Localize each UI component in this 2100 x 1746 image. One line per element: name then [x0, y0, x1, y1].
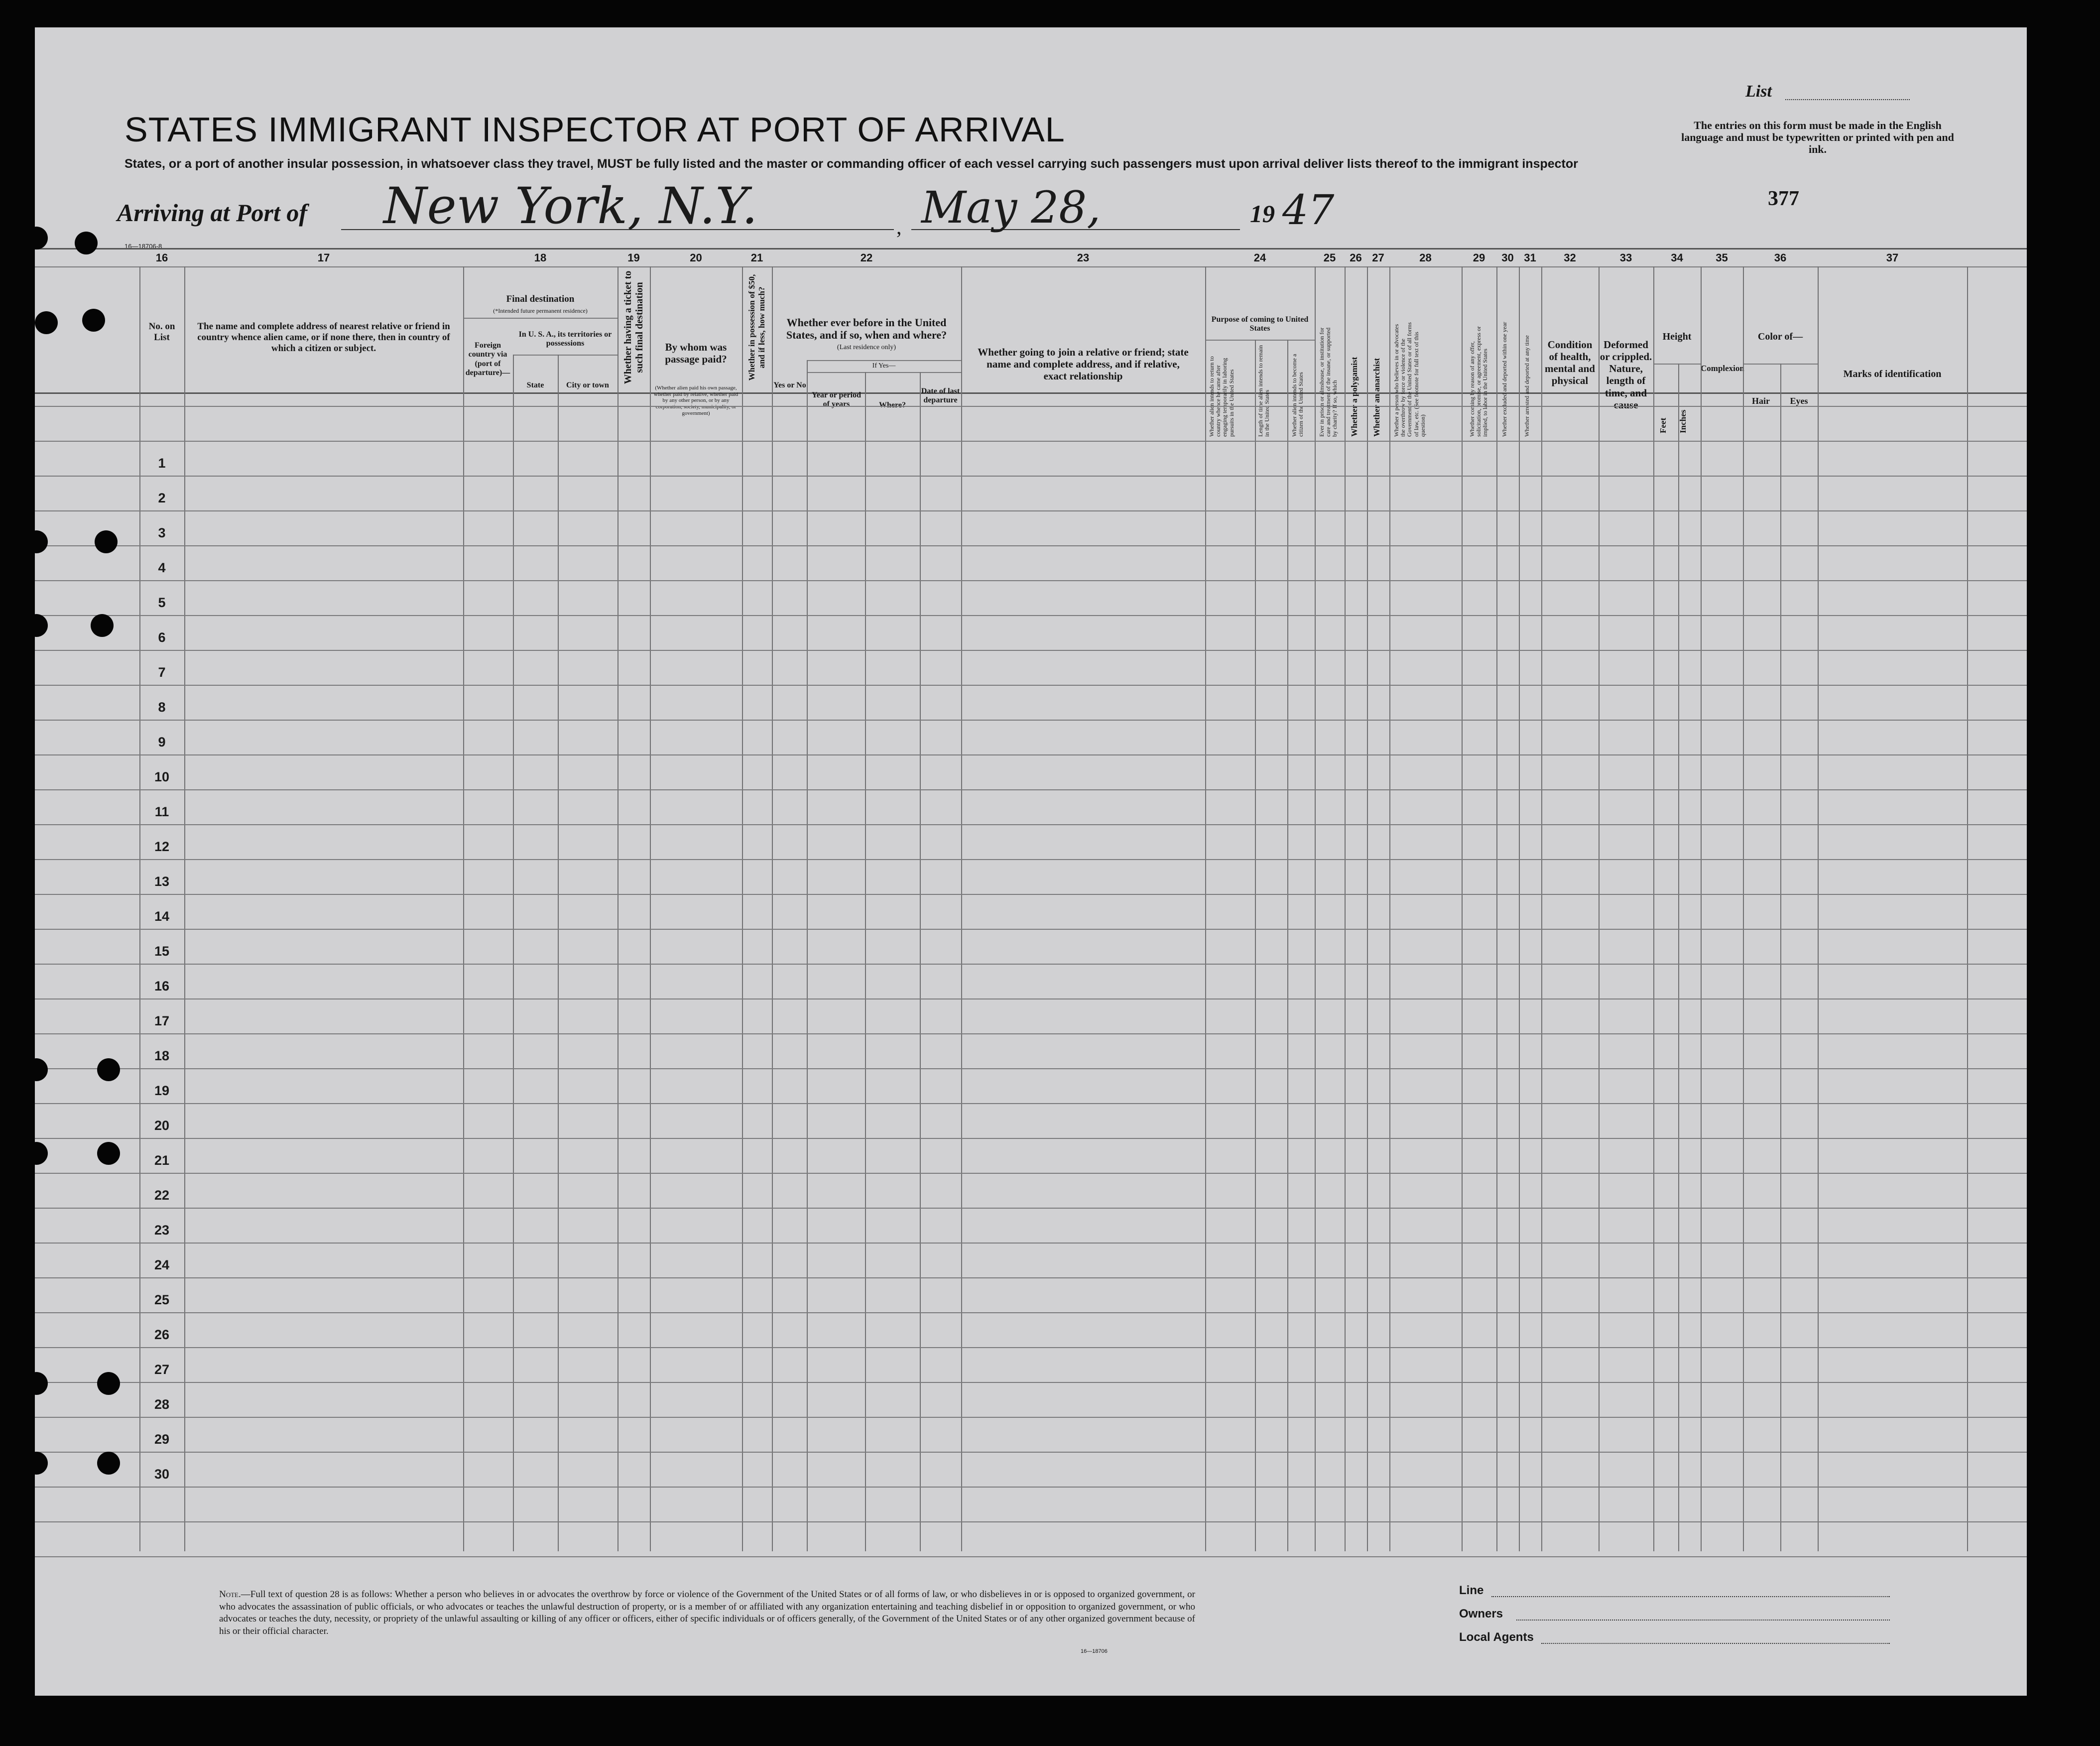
col22-where: Where?	[879, 401, 906, 409]
col34-inches: Inches	[1678, 409, 1688, 433]
punch-hole	[75, 232, 98, 254]
col27-header: Whether an anarchist	[1372, 358, 1381, 437]
col-num-37: 37	[1886, 251, 1899, 264]
col16-header: No. on List	[148, 321, 175, 343]
row-rule	[35, 998, 2027, 999]
footnote-text: —Full text of question 28 is as follows: Whether a person who believes in or advocates the overthrow by force or violence of the Government of the United States or of all forms of law, or who disbelieves in or is opposed to organized government, or who advocates the assassination of public officials, or who advocates or teaches the unlawful destruction of property, or is a member of or affiliated with any organization entertaining and teaching disbelief in or opposition to organized government, or who advocates or teaches the duty, necessity, or propriety of the unlawful assaulting or killing of any officer or officers, either of specific individuals or of officers generally, of the Government of the United States or of any other organized government because of his or their official character.	[219, 1589, 1195, 1637]
footer-print-code: 16—18706	[1081, 1648, 1108, 1654]
row-rule	[35, 929, 2027, 930]
col22-date: Date of last departure	[921, 387, 960, 405]
col-num-26: 26	[1350, 251, 1362, 264]
col20-note: (Whether alien paid his own passage, whether paid by relative, whether paid by any other person, or by any corporation, society, municipality, or government)	[653, 385, 739, 416]
col36-title: Color of—	[1757, 331, 1803, 342]
row-rule	[35, 1556, 2027, 1557]
punch-hole	[35, 1142, 48, 1165]
col-num-30: 30	[1501, 251, 1514, 264]
col-num-27: 27	[1372, 251, 1384, 264]
row-number: 18	[154, 1048, 170, 1063]
punch-hole	[35, 227, 48, 249]
footnote	[219, 1589, 1195, 1638]
col34-feet: Feet	[1658, 417, 1668, 433]
col22-ifyes: If Yes—	[872, 362, 896, 370]
year-handwritten: 47	[1282, 187, 1335, 234]
punch-hole	[97, 1372, 120, 1395]
row-rule	[35, 1033, 2027, 1034]
row-number: 2	[158, 491, 166, 505]
col22-title: Whether ever before in the United States, and if so, when and where?	[786, 316, 947, 342]
row-rule	[35, 650, 2027, 651]
row-rule	[35, 894, 2027, 895]
col26-header: Whether a polygamist	[1350, 357, 1359, 437]
row-number: 12	[154, 839, 170, 854]
row-number: 29	[154, 1432, 170, 1447]
row-rule	[35, 720, 2027, 721]
col-num-32: 32	[1564, 251, 1576, 264]
row-number: 5	[158, 595, 166, 610]
row-number: 26	[154, 1327, 170, 1342]
punch-hole	[35, 311, 58, 334]
row-number: 16	[154, 979, 170, 994]
row-number: 24	[154, 1257, 170, 1272]
list-number: 377	[1768, 187, 1799, 210]
row-number: 11	[154, 804, 169, 819]
row-rule	[35, 1243, 2027, 1244]
row-number: 4	[158, 560, 166, 575]
row-rule	[35, 1103, 2027, 1104]
date-handwritten: May 28,	[921, 182, 1101, 233]
col31-header: Whether arrested and deported at any time	[1523, 335, 1530, 437]
row-rule	[35, 441, 2027, 442]
punch-hole	[35, 530, 48, 553]
col36-eyes: Eyes	[1790, 396, 1808, 406]
punch-hole	[97, 1452, 120, 1475]
col20-title: By whom was passage paid?	[665, 341, 727, 366]
form-title: STATES IMMIGRANT INSPECTOR AT PORT OF ARRIVAL	[124, 110, 1065, 149]
row-rule	[35, 1452, 2027, 1453]
row-number: 21	[154, 1153, 170, 1168]
col28-header: Whether a person who believes in or advocates the overthrow by force or violence of the Government of the United States or of all forms of law, etc. (See footnote for full text of this question)	[1393, 322, 1426, 437]
form-code: 16—18706-8	[124, 243, 162, 250]
row-number: 17	[154, 1013, 170, 1028]
form-subtitle: States, or a port of another insular possession, in whatsoever class they travel, MUST be fully listed and the master or commanding officer of each vessel carrying such passengers must upon arrival deliver lists thereof to the immigrant inspector	[124, 157, 1578, 171]
row-rule	[35, 1347, 2027, 1348]
row-number: 1	[158, 456, 166, 471]
col-num-29: 29	[1473, 251, 1485, 264]
col30-header: Whether excluded and deported within one year	[1501, 322, 1508, 437]
col18-usa: In U. S. A., its territories or possessions	[518, 330, 612, 348]
col35-header: Complexion	[1701, 364, 1744, 373]
year-printed: 19	[1250, 200, 1275, 228]
row-number: 3	[158, 525, 166, 540]
row-rule	[35, 859, 2027, 860]
punch-hole	[95, 530, 118, 553]
col34-title: Height	[1662, 331, 1692, 342]
col22-years: Year or period of years	[812, 391, 861, 409]
col-num-33: 33	[1619, 251, 1632, 264]
col24-a: Whether alien intends to return to country whence he came after engaging temporarily in laboring pursuits in the United States	[1208, 356, 1235, 437]
col25-header: Ever in prison or almshouse, or institution for care and treatment of the insane, or supported by charity? If so, which	[1318, 327, 1339, 437]
row-rule	[35, 1138, 2027, 1139]
row-rule	[35, 580, 2027, 581]
col22-note: (Last residence only)	[837, 344, 896, 351]
row-number: 22	[154, 1188, 170, 1203]
col23-header: Whether going to join a relative or friend; state name and complete address, and if relative, exact relationship	[978, 346, 1189, 382]
col18-city: City or town	[566, 381, 609, 389]
col-num-31: 31	[1524, 251, 1536, 264]
punch-hole	[97, 1142, 120, 1165]
port-handwritten: New York, N.Y.	[383, 177, 758, 235]
row-number: 30	[154, 1467, 170, 1482]
punch-hole	[35, 614, 48, 637]
punch-hole	[35, 1452, 48, 1475]
row-number: 20	[154, 1118, 170, 1133]
row-number: 23	[154, 1223, 170, 1238]
col18-title: Final destination	[506, 294, 575, 304]
row-number: 28	[154, 1397, 170, 1412]
row-rule	[35, 1068, 2027, 1069]
col24-c: Whether alien intends to become a citizen of the United States	[1291, 354, 1305, 437]
col29-header: Whether coming by reason of any offer, solicitation, promise, or agreement, express or implied, to labor in the United States	[1469, 326, 1489, 437]
col-num-25: 25	[1323, 251, 1336, 264]
row-number: 25	[154, 1292, 170, 1307]
local-agents-label: Local Agents	[1459, 1630, 1534, 1644]
footnote-label: Note.	[219, 1589, 241, 1600]
row-number: 6	[158, 630, 166, 645]
list-label: List	[1745, 82, 1772, 101]
manifest-sheet: List STATES IMMIGRANT INSPECTOR AT PORT OF ARRIVAL The entries on this form must be made in the English language and must be typewritten or printed with pen and ink. States, or a port of another insular possession, in whatsoever class they travel, MUST be fully listed and the master or commanding officer of each vessel carrying such passengers must upon arrival deliver lists thereof to the immigrant inspector 377 Arriving at Port of New York, N.Y. , May 28, 19 47 16—18706-8 16 17 18 19 20 21 22 23 24 25 26 27 28 29 30 31 32 33 34 35 36 37 No. on List The name and complete address of nearest relative or friend in country whence alien came, or if none there, then in country of which a citizen or subject. Final destination (*Intended future permanent residence) Foreign country via (port of departure)— In U. S. A., its territories or possessions State City or town Whether having a ticket to such final destination By whom was passage paid? (Whether alien paid his own passage, whether paid by relative, whether paid by any other person, or by any corporation, society, municipality, or government) Whether in possession of $50, and if less, how much? Whether ever before in the United States, and if so, when and where? (Last residence only) Yes or No If Yes— Year or period of years Where? Date of last departure Whether going to join a relative or friend; state name and complete address, and if relative, exact relationship Purpose of coming to United States Whether alien intends to return to country whence he came after engaging temporarily in laboring pursuits in the United States Length of time alien intends to remain in the United States Whether alien intends to become a citizen of the United States Ever in prison or almshouse, or institution for care and treatment of the insane, or supported by charity? If so, which Whether a polygamist Whether an anarchist Whether a person who believes in or advocates the overthrow by force or violence of the Government of the United States or of all forms of law, etc. (See footnote for full text of this question) Whether coming by reason of any offer, solicitation, promise, or agreement, express or implied, to labor in the United States Whether excluded and deported within one year Whether arrested and deported at any time Condition of health, mental and physical Deformed or crippled. Nature, length of time, and cause Height Feet Inches Complexion Color of— Hair Eyes Marks of identification 1 2 3 4 5 6 7 8 9 10 11 12 13 14 15 16 17 18 19 20 21 22 23 24 25 26 27 28 29 30 Note.—Full text of question 28 is as follows: Whether a person who believes in or advocates the overthrow by force or violence of the Government of the United States or of all forms of law, or who disbelieves in or is opposed to organized government, or who advocates the assassination of public officials, or who advocates or teaches the unlawful destruction of property, or is a member of or affiliated with any organization entertaining and teaching disbelief in or opposition to organized government, or who advocates or teaches the duty, necessity, or propriety of the unlawful assaulting or killing of any officer or officers, either of specific individuals or of officers generally, of the Government of the United States or of any other organized government because of his or their official character. 16—18706 Line Owners Local Agents	[35, 27, 2027, 1696]
row-rule	[35, 824, 2027, 825]
row-number: 15	[154, 944, 170, 959]
col18-state: State	[526, 381, 544, 389]
row-rule	[35, 1521, 2027, 1522]
col-num-24: 24	[1253, 251, 1266, 264]
arriving-label: Arriving at Port of	[117, 199, 307, 227]
col-num-19: 19	[627, 251, 640, 264]
form-instructions: The entries on this form must be made in the English language and must be typewritten or printed with pen and ink.	[1681, 119, 1954, 156]
col-num-18: 18	[534, 251, 547, 264]
col18-foreign: Foreign country via (port of departure)—	[465, 341, 510, 377]
col17-header: The name and complete address of nearest relative or friend in country whence alien came, or if none there, then in country of which a citizen or subject.	[197, 321, 450, 354]
row-rule	[35, 1312, 2027, 1313]
row-number: 8	[158, 700, 166, 715]
col-num-17: 17	[317, 251, 330, 264]
row-rule	[35, 1382, 2027, 1383]
col-num-28: 28	[1419, 251, 1432, 264]
col22-yesno: Yes or No	[773, 381, 806, 389]
row-rule	[35, 1208, 2027, 1209]
col18-note: (*Intended future permanent residence)	[493, 307, 588, 314]
row-number: 10	[154, 769, 170, 784]
row-rule	[35, 476, 2027, 477]
col24-b: Length of time alien intends to remain in the United States	[1257, 345, 1271, 437]
row-rule	[35, 1277, 2027, 1278]
col-num-16: 16	[155, 251, 168, 264]
row-number: 14	[154, 909, 170, 924]
row-rule	[35, 1417, 2027, 1418]
col33-header: Deformed or crippled. Nature, length of time, and cause	[1600, 339, 1652, 411]
row-number: 13	[154, 874, 170, 889]
col-num-36: 36	[1774, 251, 1787, 264]
col-num-23: 23	[1077, 251, 1090, 264]
row-number: 19	[154, 1083, 170, 1098]
col19-header: Whether having a ticket to such final destination	[622, 270, 645, 384]
owners-label: Owners	[1459, 1607, 1503, 1621]
col-num-22: 22	[860, 251, 873, 264]
col32-header: Condition of health, mental and physical	[1545, 339, 1595, 387]
row-rule	[35, 1487, 2027, 1488]
line-label: Line	[1459, 1584, 1484, 1597]
row-rule	[35, 406, 2027, 407]
punch-hole	[82, 309, 105, 332]
punch-hole	[91, 614, 114, 637]
col-num-21: 21	[750, 251, 763, 264]
row-rule	[35, 510, 2027, 511]
row-rule	[35, 685, 2027, 686]
row-rule	[35, 615, 2027, 616]
row-number: 27	[154, 1362, 170, 1377]
row-rule	[35, 964, 2027, 965]
punch-hole	[35, 1372, 48, 1395]
punch-hole	[97, 1058, 120, 1081]
col21-header: Whether in possession of $50, and if less, how much?	[747, 274, 766, 381]
col-num-35: 35	[1716, 251, 1728, 264]
col36-hair: Hair	[1752, 396, 1770, 406]
row-rule	[35, 754, 2027, 755]
col-num-34: 34	[1671, 251, 1683, 264]
row-number: 7	[158, 665, 166, 680]
row-number: 9	[158, 735, 166, 749]
col24-title: Purpose of coming to United States	[1211, 315, 1309, 333]
row-rule	[35, 545, 2027, 546]
col-num-20: 20	[690, 251, 702, 264]
row-rule	[35, 1173, 2027, 1174]
col37-header: Marks of identification	[1843, 369, 1942, 379]
row-rule	[35, 789, 2027, 790]
punch-hole	[35, 1058, 48, 1081]
